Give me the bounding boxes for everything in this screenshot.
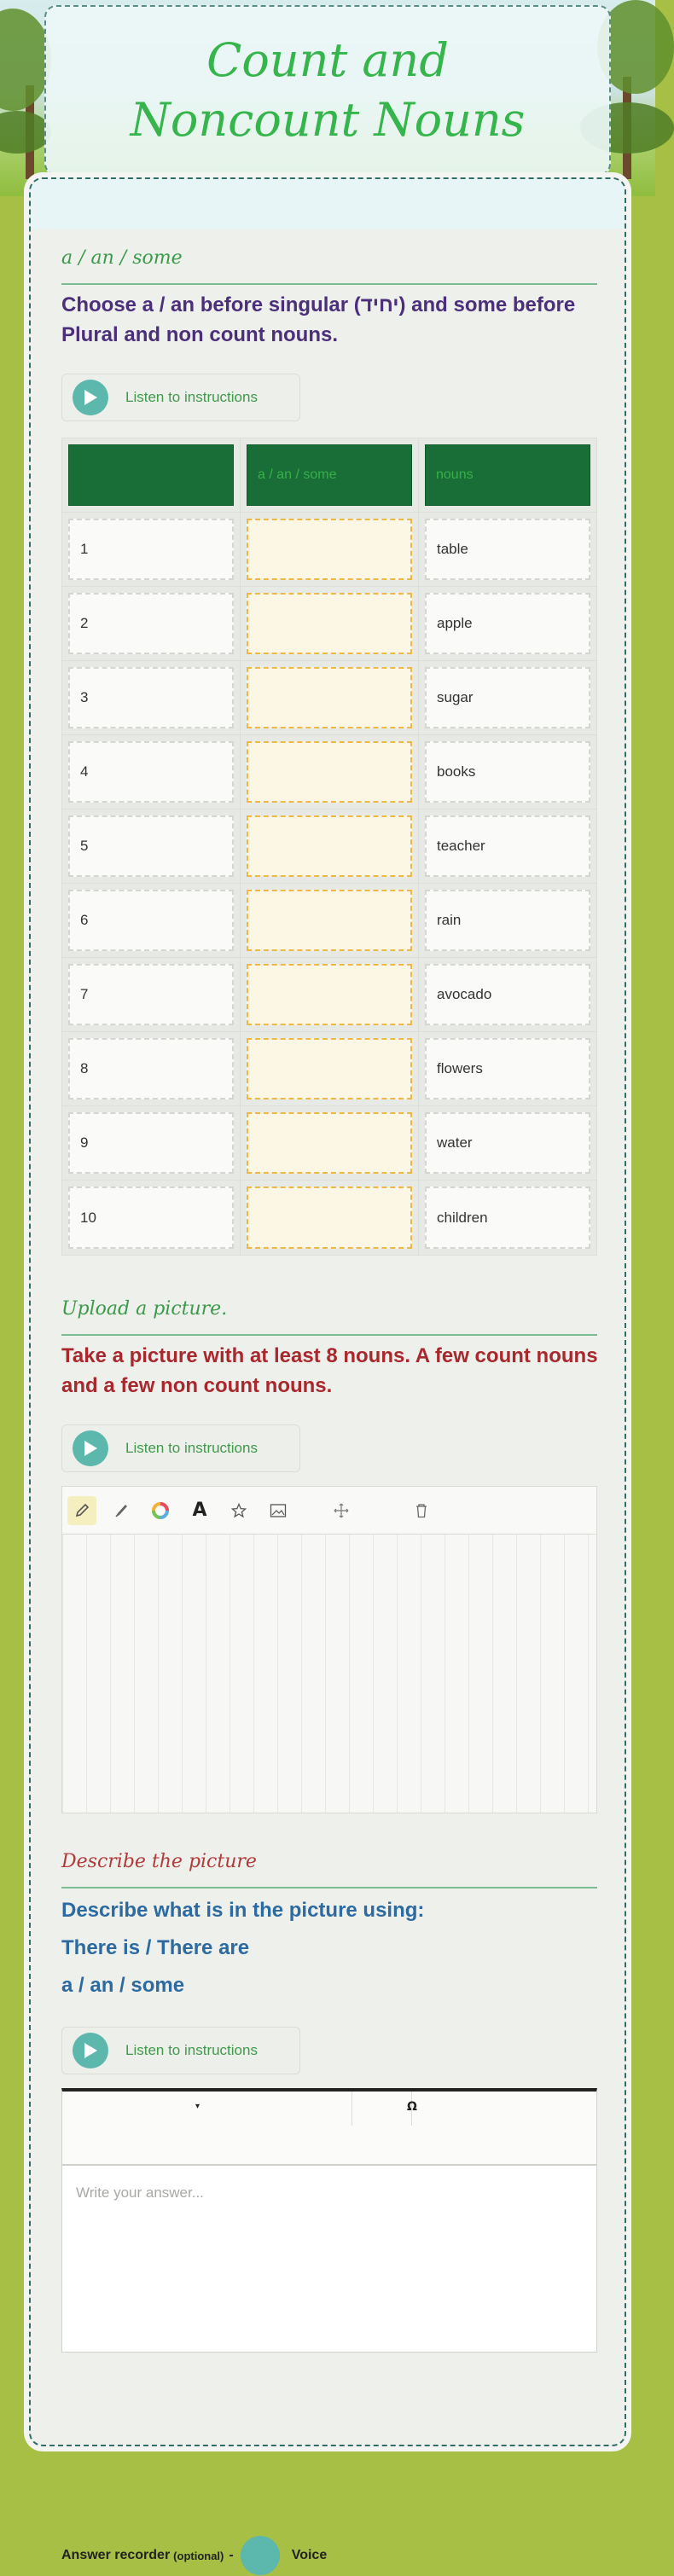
worksheet xyxy=(29,177,626,2562)
image-icon[interactable] xyxy=(264,1496,293,1525)
play-icon xyxy=(73,2033,108,2068)
chevron-down-icon[interactable]: ▾ xyxy=(195,2102,200,2111)
table-row xyxy=(62,735,596,809)
text-icon[interactable]: A xyxy=(192,1500,207,1521)
noun-cell: avocado xyxy=(425,964,590,1025)
noun-cell: flowers xyxy=(425,1038,590,1099)
article-drop-zone[interactable] xyxy=(247,1186,412,1249)
row-number: 9 xyxy=(68,1112,234,1174)
listen-label: Listen to instructions xyxy=(125,389,258,405)
noun-cell: sugar xyxy=(425,667,590,728)
row-number: 8 xyxy=(68,1038,234,1099)
voice-label: Voice xyxy=(291,2548,328,2562)
answer-textarea[interactable] xyxy=(61,2165,597,2353)
noun-cell: books xyxy=(425,741,590,803)
listen-label: Listen to instructions xyxy=(125,2042,258,2058)
format-dropdown[interactable] xyxy=(62,2092,352,2126)
page-title: Count and Noncount Nouns xyxy=(130,33,526,147)
table-row xyxy=(62,513,596,587)
play-icon xyxy=(73,1430,108,1466)
row-number: 5 xyxy=(68,815,234,877)
recorder-label: Answer recorder xyxy=(61,2548,171,2562)
brush-icon[interactable] xyxy=(107,1496,136,1525)
noun-cell: teacher xyxy=(425,815,590,877)
article-drop-zone[interactable] xyxy=(247,1038,412,1099)
section-label-upload: Upload a picture. xyxy=(61,1298,228,1320)
listen-instructions-button[interactable] xyxy=(61,1424,300,1472)
noun-cell: children xyxy=(425,1186,590,1249)
header-nouns: nouns xyxy=(425,444,590,506)
pencil-icon[interactable] xyxy=(67,1496,96,1525)
drawing-toolbar xyxy=(61,1486,597,1534)
section-label-describe: Describe the picture xyxy=(61,1851,257,1872)
article-drop-zone[interactable] xyxy=(247,593,412,654)
rich-text-toolbar xyxy=(61,2088,597,2165)
record-button[interactable] xyxy=(241,2536,280,2575)
table-row xyxy=(62,1106,596,1181)
row-number: 10 xyxy=(68,1186,234,1249)
row-number: 4 xyxy=(68,741,234,803)
star-icon[interactable] xyxy=(224,1496,253,1525)
header-banner xyxy=(0,0,655,196)
divider xyxy=(61,283,597,285)
row-number: 3 xyxy=(68,667,234,728)
play-icon xyxy=(73,380,108,415)
table-header-row xyxy=(62,438,596,513)
drawing-canvas[interactable] xyxy=(61,1534,597,1813)
recorder-optional: (optional) xyxy=(173,2549,224,2562)
table-row xyxy=(62,884,596,958)
section3-instruction-line3: a / an / some xyxy=(61,1974,185,1997)
header-number xyxy=(68,444,234,506)
special-character-button[interactable]: Ω xyxy=(407,2100,417,2114)
fill-in-table xyxy=(61,438,597,1256)
article-drop-zone[interactable] xyxy=(247,741,412,803)
article-drop-zone[interactable] xyxy=(247,964,412,1025)
answer-recorder xyxy=(61,2535,607,2576)
divider xyxy=(61,1887,597,1888)
title-card xyxy=(44,5,611,176)
article-drop-zone[interactable] xyxy=(247,667,412,728)
table-row xyxy=(62,1181,596,1255)
listen-instructions-button[interactable] xyxy=(61,2027,300,2074)
listen-instructions-button[interactable] xyxy=(61,374,300,421)
article-drop-zone[interactable] xyxy=(247,815,412,877)
color-wheel-icon[interactable] xyxy=(146,1496,175,1525)
recorder-dash: - xyxy=(229,2548,234,2562)
section-label-a-an-some: a / an / some xyxy=(61,247,183,269)
row-number: 6 xyxy=(68,890,234,951)
article-drop-zone[interactable] xyxy=(247,890,412,951)
answer-placeholder: Write your answer... xyxy=(76,2184,204,2201)
row-number: 2 xyxy=(68,593,234,654)
table-row xyxy=(62,958,596,1032)
table-row xyxy=(62,587,596,661)
trash-icon[interactable] xyxy=(407,1496,436,1525)
noun-cell: water xyxy=(425,1112,590,1174)
noun-cell: table xyxy=(425,519,590,580)
listen-label: Listen to instructions xyxy=(125,1440,258,1456)
row-number: 7 xyxy=(68,964,234,1025)
divider xyxy=(61,1334,597,1336)
section1-instruction: Choose a / an before singular (יחיד) and some before Plural and non count nouns. xyxy=(61,293,576,346)
table-row xyxy=(62,1032,596,1106)
move-icon[interactable] xyxy=(327,1496,356,1525)
noun-cell: rain xyxy=(425,890,590,951)
noun-cell: apple xyxy=(425,593,590,654)
article-drop-zone[interactable] xyxy=(247,519,412,580)
section3-instruction-line1: Describe what is in the picture using: xyxy=(61,1899,425,1922)
section3-instruction-line2: There is / There are xyxy=(61,1936,250,1959)
table-row xyxy=(62,809,596,884)
section2-instruction: Take a picture with at least 8 nouns. A few count nouns and a few non count nouns. xyxy=(61,1344,598,1397)
table-row xyxy=(62,661,596,735)
article-drop-zone[interactable] xyxy=(247,1112,412,1174)
header-article: a / an / some xyxy=(247,444,412,506)
row-number: 1 xyxy=(68,519,234,580)
